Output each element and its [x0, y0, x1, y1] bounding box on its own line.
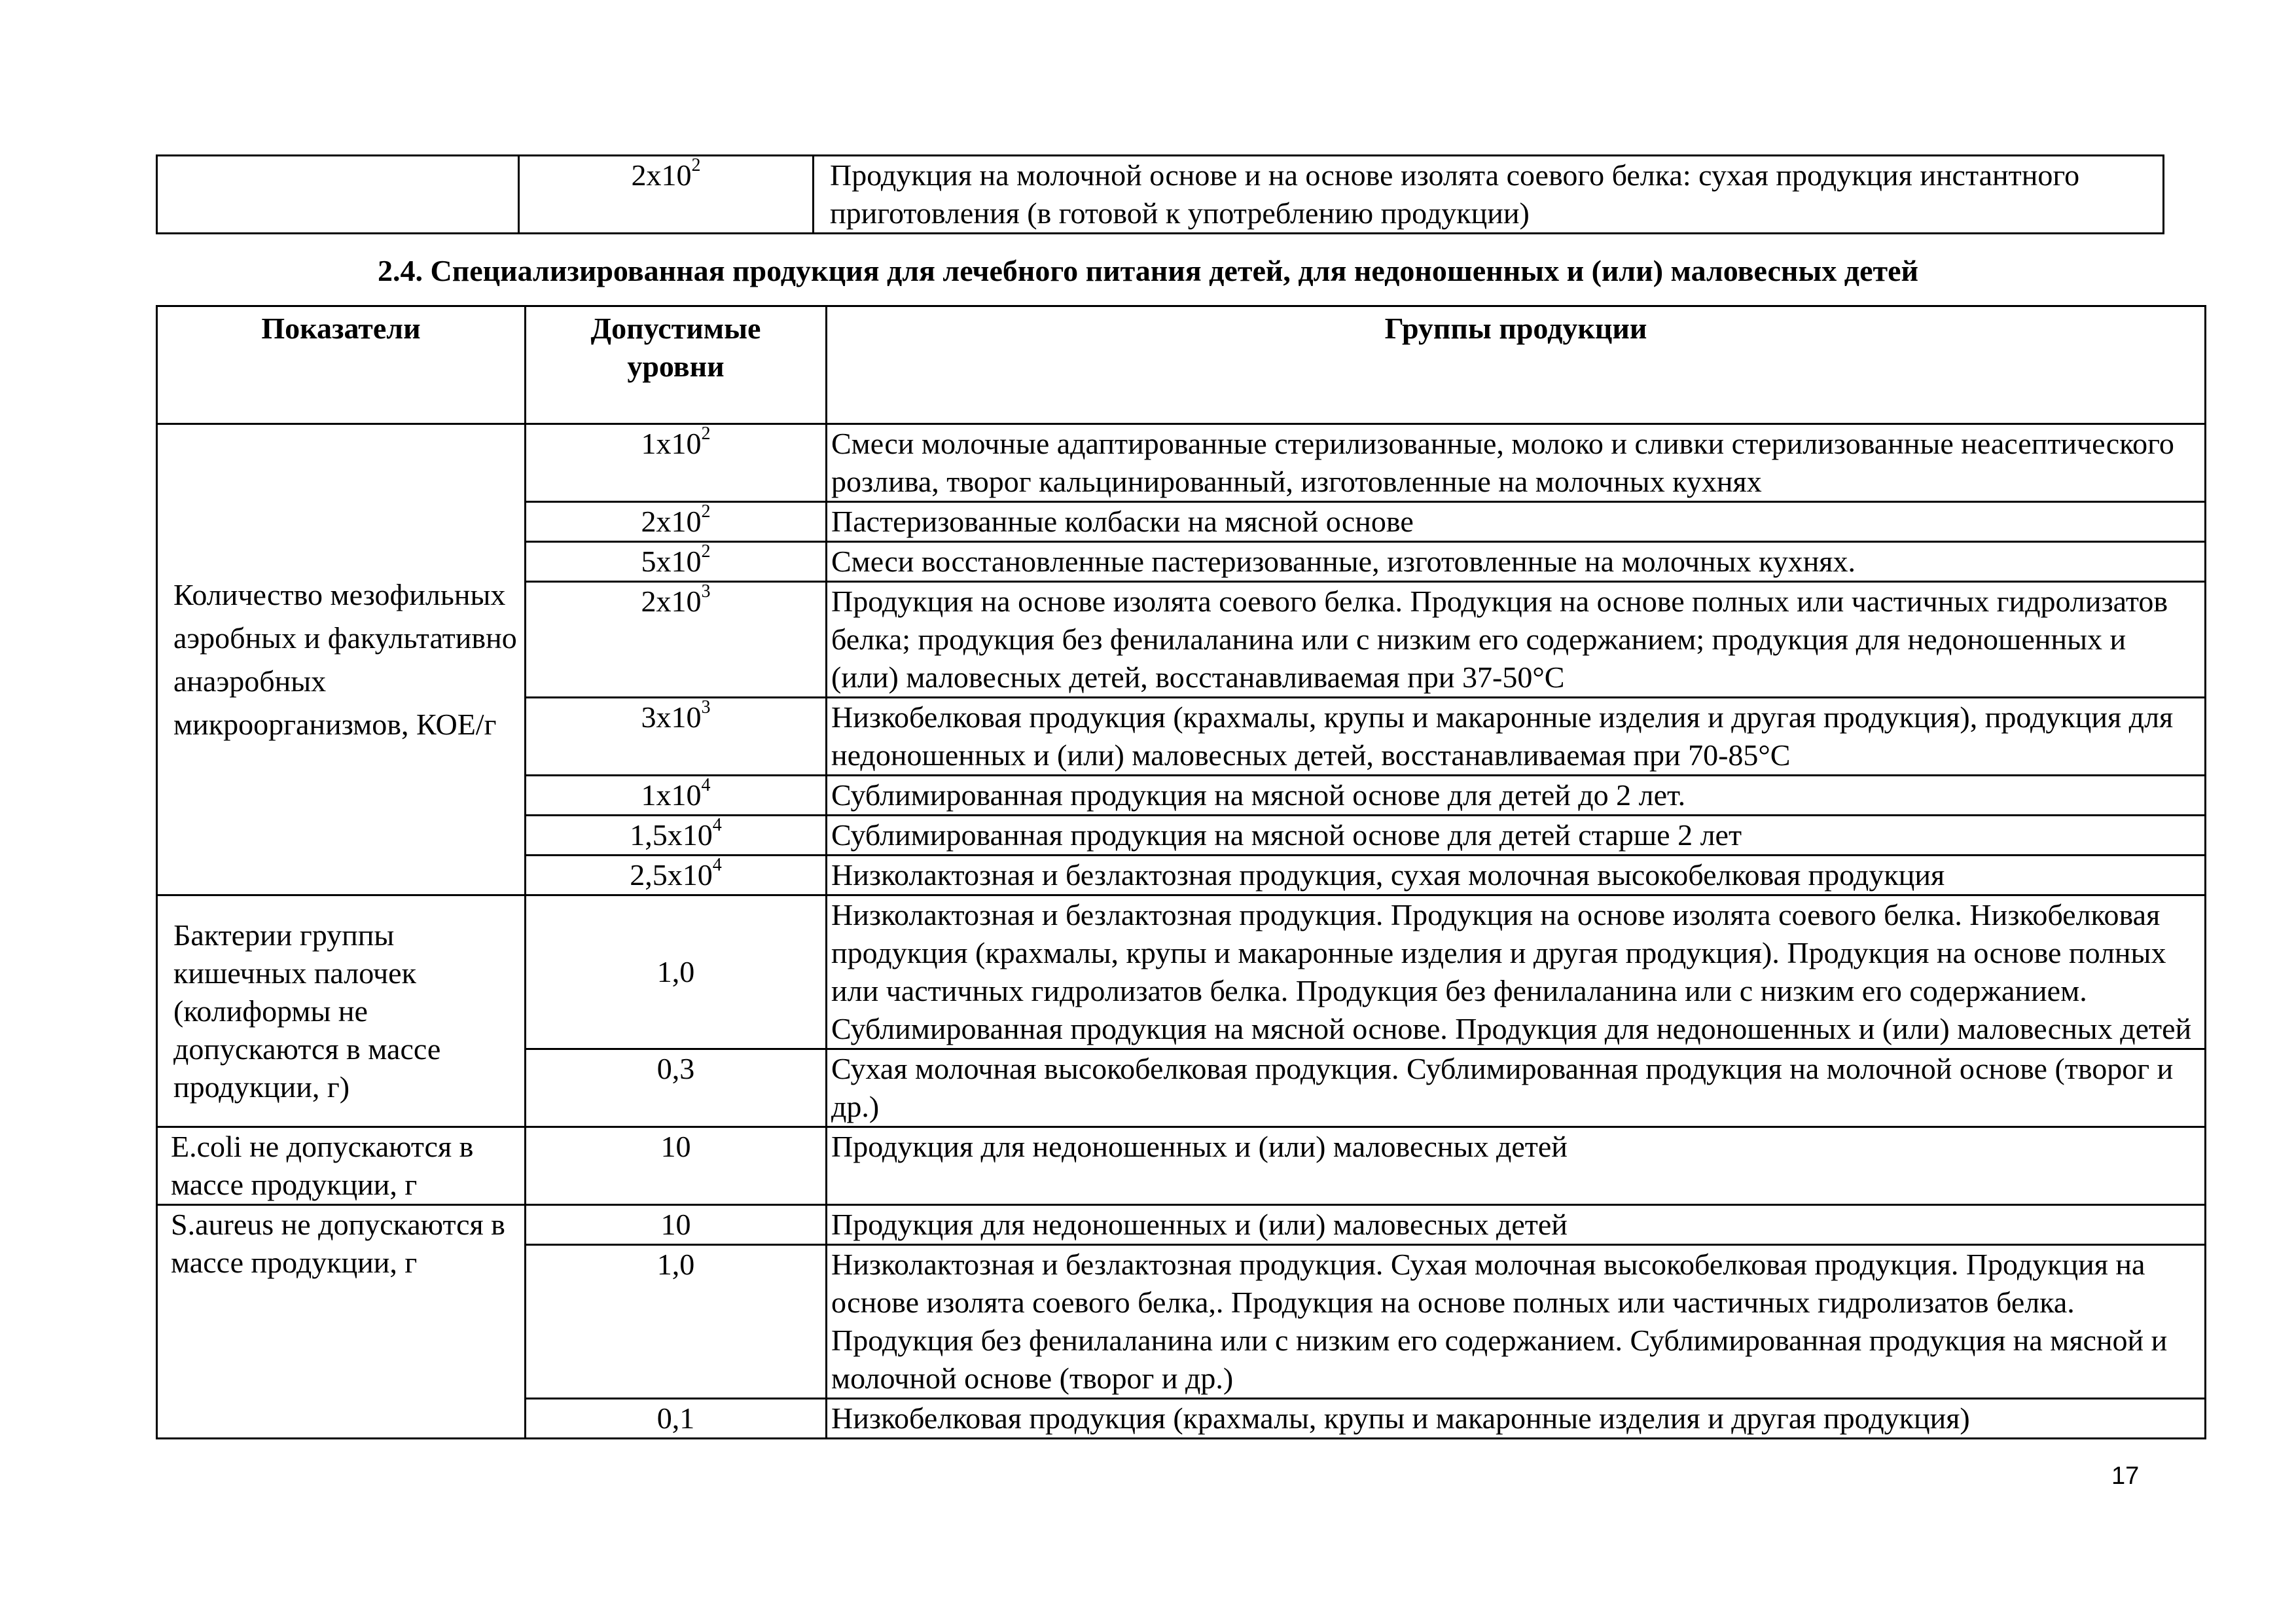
- header-indicators: Показатели: [157, 306, 526, 424]
- page-number: 17: [2111, 1462, 2140, 1490]
- indicator-cell: [157, 156, 519, 234]
- table-row: [157, 1205, 2206, 1245]
- group-cell: Низкобелковая продукция (крахмалы, крупы и макаронные изделия и другая продукция): [827, 1399, 2206, 1439]
- table-row: [157, 895, 2206, 1049]
- level-cell: $1x10^4$: [526, 776, 827, 816]
- indicator-mafanm: Количество мезофильных аэробных и факультативно анаэробных микроорганизмов, КОЕ/г: [157, 424, 526, 895]
- level-cell: 10: [526, 1205, 827, 1245]
- level-cell: 1,0: [526, 1245, 827, 1399]
- group-cell: Продукция для недоношенных и (или) маловесных детей: [827, 1205, 2206, 1245]
- level-cell: $2x10^3$: [526, 582, 827, 698]
- group-cell: Продукция на молочной основе и на основе изолята соевого белка: сухая продукция инстантного приготовления (в готовой к употреблению продукции): [814, 156, 2164, 234]
- level-cell: $1,5x10^4$: [526, 816, 827, 856]
- level-cell: $1x10^2$: [526, 424, 827, 502]
- group-cell: Смеси восстановленные пастеризованные, изготовленные на молочных кухнях.: [827, 542, 2206, 582]
- level-cell: 0,3: [526, 1049, 827, 1127]
- indicator-saureus: S.aureus не допускаются в массе продукции, г: [157, 1205, 526, 1439]
- level-cell: $5x10^2$: [526, 542, 827, 582]
- section-title: 2.4. Специализированная продукция для лечебного питания детей, для недоношенных и (или) маловесных детей: [378, 254, 1918, 287]
- table-row: [157, 1127, 2206, 1205]
- level-cell: $2,5x10^4$: [526, 856, 827, 895]
- group-cell: Сублимированная продукция на мясной основе для детей старше 2 лет: [827, 816, 2206, 856]
- level-cell: 10: [526, 1127, 827, 1205]
- continuation-table: [156, 154, 2164, 234]
- group-cell: Сублимированная продукция на мясной основе для детей до 2 лет.: [827, 776, 2206, 816]
- group-cell: Продукция на основе изолята соевого белка. Продукция на основе полных или частичных гидролизатов белка; продукция без фенилаланина или с низким его содержанием; продукция для недоношенных и (или) маловесных детей, восстанавливаемая при 37-50°С: [827, 582, 2206, 698]
- group-cell: Низколактозная и безлактозная продукция. Продукция на основе изолята соевого белка. Низкобелковая продукция (крахмалы, крупы и макаронные изделия и другая продукция). Продукция на основе полных или частичных гидролизатов белка. Продукция без фенилаланина или с низким его содержанием. Сублимированная продукция на мясной основе. Продукция для недоношенных и (или) маловесных детей: [827, 895, 2206, 1049]
- group-cell: Низколактозная и безлактозная продукция. Сухая молочная высокобелковая продукция. Продукция на основе изолята соевого белка,. Продукция на основе полных или частичных гидролизатов белка. Продукция без фенилаланина или с низким его содержанием. Сублимированная продукция на мясной и молочной основе (творог и др.): [827, 1245, 2206, 1399]
- level-cell: $3x10^3$: [526, 698, 827, 776]
- group-cell: Низколактозная и безлактозная продукция, сухая молочная высокобелковая продукция: [827, 856, 2206, 895]
- microbiology-table: [156, 305, 2206, 1439]
- group-cell: Пастеризованные колбаски на мясной основе: [827, 502, 2206, 542]
- table-row: [157, 156, 2164, 234]
- level-cell: $2x10^2$: [519, 156, 814, 234]
- group-cell: Низкобелковая продукция (крахмалы, крупы и макаронные изделия и другая продукция), продукция для недоношенных и (или) маловесных детей, восстанавливаемая при 70-85°С: [827, 698, 2206, 776]
- level-cell: $2x10^2$: [526, 502, 827, 542]
- group-cell: Сухая молочная высокобелковая продукция. Сублимированная продукция на молочной основе (творог и др.): [827, 1049, 2206, 1127]
- level-cell: 1,0: [526, 895, 827, 1049]
- header-groups: Группы продукции: [827, 306, 2206, 424]
- level-cell: 0,1: [526, 1399, 827, 1439]
- header-row: [157, 306, 2206, 424]
- group-cell: Продукция для недоношенных и (или) маловесных детей: [827, 1127, 2206, 1205]
- indicator-coliforms: Бактерии группы кишечных палочек (колиформы не допускаются в массе продукции, г): [157, 895, 526, 1127]
- table-row: [157, 424, 2206, 502]
- group-cell: Смеси молочные адаптированные стерилизованные, молоко и сливки стерилизованные неасептического розлива, творог кальцинированный, изготовленные на молочных кухнях: [827, 424, 2206, 502]
- header-levels: Допустимые уровни: [526, 306, 827, 424]
- indicator-ecoli: E.coli не допускаются в массе продукции, г: [157, 1127, 526, 1205]
